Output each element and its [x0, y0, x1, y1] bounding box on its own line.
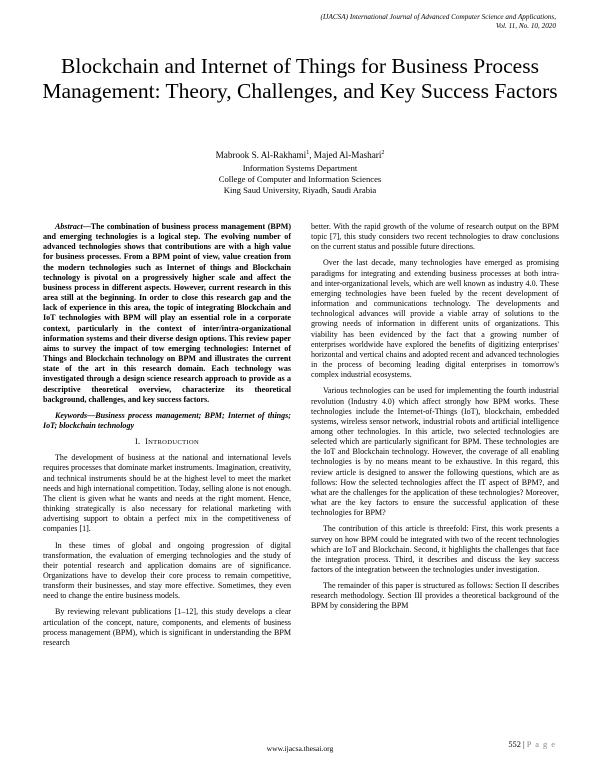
- page-number-separator: |: [520, 740, 527, 749]
- page-word: P a g e: [526, 740, 556, 749]
- body-paragraph: better. With the rapid growth of the volume of research output on the BPM topic [7], this study considers two recent technologies to draw conclusions on the current status and possible future directions.: [311, 222, 559, 252]
- section-title-initial: I: [145, 437, 149, 447]
- page-number: [508, 740, 556, 749]
- section-number: I.: [134, 437, 141, 447]
- affiliation-college: College of Computer and Information Sciences: [218, 174, 382, 184]
- author-block: [40, 150, 560, 196]
- body-paragraph: The contribution of this article is threefold: First, this work presents a survey on how BPM could be integrated with two of the recent technologies which are IoT and Blockchain. Second, it highlights the challenges that face the integration process. Third, it describes and discuss the key success factors of the integration between the technologies under investigation.: [311, 524, 559, 574]
- journal-volume: Vol. 11, No. 10, 2020: [495, 22, 556, 30]
- body-paragraph: Over the last decade, many technologies have emerged as promising paradigms for integrating and extending business processes at both intra- and inter-organizational levels, which are well known as industry 4.0. These emerging technologies have been fueled by the recent development of information and communications technology. The developments and technological advances will provide a viable array of solutions to the growing needs of information in different units of organizations. This viability has been evidenced by the fact that a growing number of enterprises worldwide have explored the benefits of digitizing enterprises' horizontal and vertical chains and adopted recent and advanced technologies in the process of becoming leading digital enterprises in tomorrow's complex industrial ecosystems.: [311, 258, 559, 380]
- author-separator: ,: [309, 150, 314, 160]
- affiliation-university: King Saud University, Riyadh, Saudi Arabia: [223, 185, 377, 195]
- right-column: [311, 222, 559, 618]
- affiliation-department: Information Systems Department: [242, 163, 358, 173]
- body-paragraph: In these times of global and ongoing progression of digital transformation, the evaluation of emerging technologies and the study of their potential research and application domains are of significance. Organizations have to develop their core process to remain competitive, transform their businesses, and stay more effective. Sometimes, they even need to change the entire business models.: [43, 540, 291, 601]
- section-title-rest: NTRODUCTION: [148, 439, 200, 447]
- author-1-affiliation-mark: 1: [306, 149, 310, 156]
- author-2-affiliation-mark: 2: [381, 149, 385, 156]
- author-1: Mabrook S. Al-Rakhami: [215, 150, 307, 160]
- footer-url: www.ijacsa.thesai.org: [266, 744, 334, 753]
- page-number-value: 552: [508, 740, 521, 749]
- paper-title: Blockchain and Internet of Things for Business Process Management: Theory, Challenges, and Key Success Factors: [42, 54, 558, 103]
- author-names: [40, 150, 560, 161]
- body-paragraph: Various technologies can be used for implementing the fourth industrial revolution (Industry 4.0) which affect strongly how BPM works. These technologies include the Internet-of-Things (IoT), blockchain, embedded systems, wireless sensor network, industrial robots and artificial intelligence among other technologies. In this article, two selected technologies are selected which are particularly significant for BPM. These technologies are the IoT and Blockchain technology. However, the coverage of all enabling technologies is by no means meant to be exhaustive. In this regard, this review article is designed to answer the following questions, which are as follows: How the selected technologies affect the IT aspect of BPM?, and what are the challenges for the application of these technologies? Moreover, what are the key factors to ensure the successful application of these technologies for BPM?: [311, 386, 559, 518]
- journal-name: (IJACSA) International Journal of Advanced Computer Science and Applications,: [320, 13, 556, 21]
- section-heading-introduction: [43, 437, 291, 448]
- keywords: Keywords—Business process management; BPM; Internet of things; IoT; blockchain technology: [43, 410, 291, 430]
- body-paragraph: By reviewing relevant publications [1–12], this study develops a clear articulation of the concept, nature, components, and elements of business process management (BPM), which is significant in understanding the BPM research: [43, 607, 291, 647]
- body-paragraph: The remainder of this paper is structured as follows: Section II describes research methodology. Section III provides a theoretical background of the BPM by considering the BPM: [311, 581, 559, 611]
- abstract-text: —The combination of business process management (BPM) and emerging technologies is a logical step. The evolving number of advanced technologies shows that contributions are with a high value for business processes. From a BPM point of view, value creation from the modern technologies such as Internet of things and Blockchain technology is pivotal on a progressively higher scale and affect the business process in different aspects. However, current research in this area still at the beginning. In order to close this research gap and the lack of experience in this area, the topic of integrating Blockchain and IoT technologies with BPM will play an essential role in a corporate context, particularly in the context of inter/intra-organizational information systems and their diverse design options. This review paper aims to survey the impact of tow emerging technologies: Internet of Things and Blockchain technology on BPM and illustrates the current state of the art in this research domain. Each technology was investigated through a design science research approach to provide as a descriptive theoretical overview, characterize its theoretical background, challenges, and key success factors.: [43, 222, 291, 404]
- left-column: [43, 222, 291, 654]
- abstract: [43, 222, 291, 405]
- journal-header: [321, 13, 556, 31]
- author-2: Majed Al-Mashari: [313, 150, 382, 160]
- abstract-lead: Abstract: [55, 222, 83, 231]
- body-paragraph: The development of business at the national and international levels requires processes that dominate market instruments. Imagination, creativity, and technical instruments should be at the highest level to meet the market needs and high international competition. Today, selling alone is not enough. The client is given what he wants and needs at the right moment. Hence, thinking strategically is also necessary for relational marketing with advertising support to obtain a perfect mix in the competitiveness of companies [1].: [43, 453, 291, 534]
